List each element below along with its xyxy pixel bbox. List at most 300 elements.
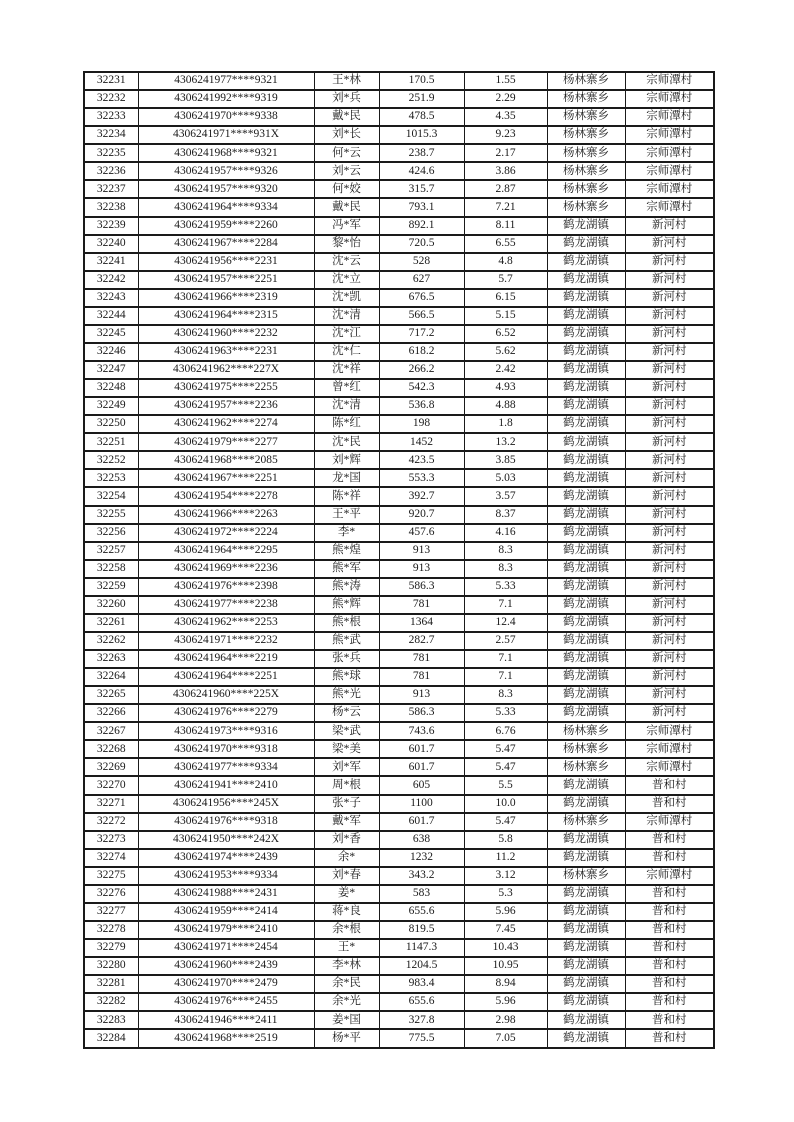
table-cell: 沈*云	[314, 253, 379, 271]
table-cell: 新河村	[625, 361, 714, 379]
table-row	[84, 379, 714, 397]
table-cell: 781	[379, 596, 464, 614]
table-cell: 8.94	[464, 975, 547, 993]
table-cell: 8.11	[464, 217, 547, 235]
table-cell: 张*兵	[314, 650, 379, 668]
table-cell: 4306241976****2455	[138, 993, 314, 1011]
table-cell: 2.87	[464, 180, 547, 198]
table-cell: 新河村	[625, 596, 714, 614]
table-cell: 鹤龙湖镇	[547, 831, 625, 849]
table-cell: 普和村	[625, 903, 714, 921]
table-cell: 沈*清	[314, 307, 379, 325]
table-cell: 熊*涛	[314, 578, 379, 596]
table-cell: 4306241979****2277	[138, 433, 314, 451]
table-cell: 张*子	[314, 795, 379, 813]
table-cell: 鹤龙湖镇	[547, 433, 625, 451]
table-cell: 11.2	[464, 849, 547, 867]
table-row	[84, 433, 714, 451]
table-cell: 5.96	[464, 903, 547, 921]
table-row	[84, 650, 714, 668]
table-cell: 戴*民	[314, 198, 379, 216]
table-cell: 4306241959****2260	[138, 217, 314, 235]
table-cell: 宗师潭村	[625, 740, 714, 758]
table-cell: 32265	[84, 686, 138, 704]
table-cell: 170.5	[379, 72, 464, 90]
table-row	[84, 325, 714, 343]
table-cell: 沈*祥	[314, 361, 379, 379]
table-cell: 新河村	[625, 542, 714, 560]
table-cell: 32234	[84, 126, 138, 144]
table-cell: 4306241967****2284	[138, 235, 314, 253]
table-cell: 32253	[84, 469, 138, 487]
table-cell: 鹤龙湖镇	[547, 524, 625, 542]
table-cell: 10.43	[464, 939, 547, 957]
table-cell: 32279	[84, 939, 138, 957]
table-cell: 32244	[84, 307, 138, 325]
table-cell: 杨林寨乡	[547, 72, 625, 90]
table-row	[84, 72, 714, 90]
table-cell: 鹤龙湖镇	[547, 451, 625, 469]
table-cell: 新河村	[625, 614, 714, 632]
table-row	[84, 271, 714, 289]
table-cell: 4306241974****2439	[138, 849, 314, 867]
table-cell: 鹤龙湖镇	[547, 668, 625, 686]
table-cell: 32233	[84, 108, 138, 126]
table-cell: 5.8	[464, 831, 547, 849]
table-cell: 4306241976****9318	[138, 813, 314, 831]
table-cell: 宗师潭村	[625, 758, 714, 776]
table-cell: 新河村	[625, 668, 714, 686]
table-cell: 余*	[314, 849, 379, 867]
table-cell: 鹤龙湖镇	[547, 993, 625, 1011]
table-row	[84, 487, 714, 505]
table-cell: 姜*国	[314, 1011, 379, 1029]
table-cell: 鹤龙湖镇	[547, 469, 625, 487]
table-row	[84, 198, 714, 216]
table-cell: 251.9	[379, 90, 464, 108]
table-cell: 4306241962****227X	[138, 361, 314, 379]
table-cell: 4306241971****931X	[138, 126, 314, 144]
table-cell: 梁*武	[314, 722, 379, 740]
table-cell: 普和村	[625, 831, 714, 849]
table-cell: 4306241957****2251	[138, 271, 314, 289]
table-cell: 宗师潭村	[625, 180, 714, 198]
table-cell: 余*根	[314, 921, 379, 939]
table-cell: 4306241962****2253	[138, 614, 314, 632]
table-cell: 何*云	[314, 144, 379, 162]
table-cell: 32264	[84, 668, 138, 686]
table-cell: 鹤龙湖镇	[547, 415, 625, 433]
table-cell: 4306241977****2238	[138, 596, 314, 614]
table-cell: 鹤龙湖镇	[547, 217, 625, 235]
table-cell: 4306241967****2251	[138, 469, 314, 487]
table-cell: 鹤龙湖镇	[547, 397, 625, 415]
table-row	[84, 885, 714, 903]
table-cell: 1.8	[464, 415, 547, 433]
table-cell: 4306241964****9334	[138, 198, 314, 216]
table-cell: 32255	[84, 506, 138, 524]
table-cell: 4306241946****2411	[138, 1011, 314, 1029]
table-cell: 5.03	[464, 469, 547, 487]
table-cell: 4306241956****245X	[138, 795, 314, 813]
table-cell: 4306241977****9321	[138, 72, 314, 90]
table-cell: 282.7	[379, 632, 464, 650]
table-cell: 32249	[84, 397, 138, 415]
table-row	[84, 903, 714, 921]
table-cell: 7.05	[464, 1029, 547, 1048]
records-table	[83, 71, 715, 1049]
table-cell: 鹤龙湖镇	[547, 596, 625, 614]
table-cell: 4306241957****9326	[138, 162, 314, 180]
table-row	[84, 867, 714, 885]
table-cell: 4306241964****2295	[138, 542, 314, 560]
table-cell: 4306241970****2479	[138, 975, 314, 993]
table-cell: 542.3	[379, 379, 464, 397]
table-row	[84, 126, 714, 144]
table-cell: 梁*美	[314, 740, 379, 758]
records-table-body	[84, 72, 714, 1048]
table-cell: 姜*	[314, 885, 379, 903]
table-cell: 32251	[84, 433, 138, 451]
table-cell: 4.16	[464, 524, 547, 542]
table-cell: 4306241963****2231	[138, 343, 314, 361]
table-cell: 鹤龙湖镇	[547, 289, 625, 307]
table-cell: 4306241970****9338	[138, 108, 314, 126]
table-cell: 戴*民	[314, 108, 379, 126]
table-row	[84, 253, 714, 271]
table-row	[84, 614, 714, 632]
table-cell: 775.5	[379, 1029, 464, 1048]
table-cell: 743.6	[379, 722, 464, 740]
table-cell: 鹤龙湖镇	[547, 542, 625, 560]
table-cell: 1.55	[464, 72, 547, 90]
table-cell: 32277	[84, 903, 138, 921]
table-cell: 王*平	[314, 506, 379, 524]
table-cell: 266.2	[379, 361, 464, 379]
table-cell: 沈*立	[314, 271, 379, 289]
table-cell: 32274	[84, 849, 138, 867]
table-cell: 781	[379, 650, 464, 668]
table-cell: 32284	[84, 1029, 138, 1048]
table-cell: 7.45	[464, 921, 547, 939]
table-row	[84, 542, 714, 560]
table-cell: 913	[379, 542, 464, 560]
table-cell: 熊*辉	[314, 596, 379, 614]
table-cell: 238.7	[379, 144, 464, 162]
table-cell: 宗师潭村	[625, 162, 714, 180]
table-cell: 601.7	[379, 758, 464, 776]
table-cell: 717.2	[379, 325, 464, 343]
table-cell: 新河村	[625, 686, 714, 704]
table-cell: 杨*平	[314, 1029, 379, 1048]
table-cell: 沈*民	[314, 433, 379, 451]
table-cell: 32252	[84, 451, 138, 469]
table-cell: 32261	[84, 614, 138, 632]
table-cell: 32245	[84, 325, 138, 343]
table-row	[84, 578, 714, 596]
table-cell: 32267	[84, 722, 138, 740]
table-cell: 普和村	[625, 975, 714, 993]
table-cell: 4306241976****2398	[138, 578, 314, 596]
table-cell: 4306241988****2431	[138, 885, 314, 903]
table-cell: 6.76	[464, 722, 547, 740]
table-cell: 鹤龙湖镇	[547, 903, 625, 921]
table-cell: 32266	[84, 704, 138, 722]
table-row	[84, 632, 714, 650]
table-cell: 1015.3	[379, 126, 464, 144]
table-cell: 1232	[379, 849, 464, 867]
table-cell: 32238	[84, 198, 138, 216]
table-cell: 618.2	[379, 343, 464, 361]
table-cell: 蒋*良	[314, 903, 379, 921]
table-row	[84, 469, 714, 487]
table-cell: 32237	[84, 180, 138, 198]
table-cell: 新河村	[625, 560, 714, 578]
table-cell: 杨林寨乡	[547, 90, 625, 108]
table-cell: 343.2	[379, 867, 464, 885]
table-cell: 4306241968****9321	[138, 144, 314, 162]
table-cell: 杨林寨乡	[547, 722, 625, 740]
table-cell: 普和村	[625, 776, 714, 794]
table-cell: 鹤龙湖镇	[547, 253, 625, 271]
table-cell: 4.35	[464, 108, 547, 126]
table-cell: 32270	[84, 776, 138, 794]
table-cell: 627	[379, 271, 464, 289]
table-cell: 新河村	[625, 451, 714, 469]
table-cell: 32262	[84, 632, 138, 650]
table-cell: 528	[379, 253, 464, 271]
table-cell: 4306241972****2224	[138, 524, 314, 542]
table-cell: 杨林寨乡	[547, 813, 625, 831]
table-cell: 601.7	[379, 740, 464, 758]
table-row	[84, 993, 714, 1011]
table-cell: 5.3	[464, 885, 547, 903]
table-cell: 新河村	[625, 506, 714, 524]
table-cell: 586.3	[379, 578, 464, 596]
table-cell: 32259	[84, 578, 138, 596]
table-cell: 6.15	[464, 289, 547, 307]
table-cell: 5.96	[464, 993, 547, 1011]
table-cell: 鹤龙湖镇	[547, 650, 625, 668]
table-cell: 3.12	[464, 867, 547, 885]
table-cell: 3.86	[464, 162, 547, 180]
table-cell: 宗师潭村	[625, 813, 714, 831]
table-cell: 4.8	[464, 253, 547, 271]
table-cell: 5.5	[464, 776, 547, 794]
table-row	[84, 90, 714, 108]
table-cell: 1147.3	[379, 939, 464, 957]
table-cell: 普和村	[625, 921, 714, 939]
table-row	[84, 361, 714, 379]
table-cell: 983.4	[379, 975, 464, 993]
table-cell: 4306241992****9319	[138, 90, 314, 108]
table-row	[84, 180, 714, 198]
table-cell: 王*林	[314, 72, 379, 90]
table-row	[84, 957, 714, 975]
table-cell: 4306241964****2219	[138, 650, 314, 668]
table-cell: 新河村	[625, 487, 714, 505]
table-cell: 杨林寨乡	[547, 162, 625, 180]
table-cell: 4306241977****9334	[138, 758, 314, 776]
table-cell: 7.1	[464, 668, 547, 686]
table-cell: 熊*光	[314, 686, 379, 704]
table-cell: 32257	[84, 542, 138, 560]
table-cell: 315.7	[379, 180, 464, 198]
table-cell: 32240	[84, 235, 138, 253]
table-cell: 4.93	[464, 379, 547, 397]
table-cell: 32263	[84, 650, 138, 668]
table-cell: 32236	[84, 162, 138, 180]
table-cell: 4306241957****2236	[138, 397, 314, 415]
table-row	[84, 506, 714, 524]
table-cell: 熊*军	[314, 560, 379, 578]
table-cell: 819.5	[379, 921, 464, 939]
table-cell: 鹤龙湖镇	[547, 1011, 625, 1029]
table-cell: 781	[379, 668, 464, 686]
table-cell: 鹤龙湖镇	[547, 795, 625, 813]
table-cell: 32280	[84, 957, 138, 975]
table-cell: 杨林寨乡	[547, 740, 625, 758]
table-cell: 新河村	[625, 307, 714, 325]
table-cell: 2.42	[464, 361, 547, 379]
table-cell: 鹤龙湖镇	[547, 614, 625, 632]
table-row	[84, 939, 714, 957]
table-cell: 鹤龙湖镇	[547, 560, 625, 578]
table-cell: 新河村	[625, 379, 714, 397]
table-cell: 余*光	[314, 993, 379, 1011]
table-cell: 10.0	[464, 795, 547, 813]
table-cell: 宗师潭村	[625, 108, 714, 126]
table-cell: 普和村	[625, 1011, 714, 1029]
table-cell: 杨林寨乡	[547, 144, 625, 162]
table-row	[84, 722, 714, 740]
table-cell: 4306241956****2231	[138, 253, 314, 271]
table-cell: 32258	[84, 560, 138, 578]
table-cell: 913	[379, 560, 464, 578]
table-cell: 720.5	[379, 235, 464, 253]
table-cell: 新河村	[625, 325, 714, 343]
table-cell: 327.8	[379, 1011, 464, 1029]
table-cell: 戴*军	[314, 813, 379, 831]
table-cell: 鹤龙湖镇	[547, 578, 625, 596]
table-cell: 5.33	[464, 704, 547, 722]
table-cell: 1452	[379, 433, 464, 451]
table-cell: 新河村	[625, 217, 714, 235]
table-cell: 5.15	[464, 307, 547, 325]
table-cell: 676.5	[379, 289, 464, 307]
table-cell: 刘*春	[314, 867, 379, 885]
table-cell: 陈*红	[314, 415, 379, 433]
table-cell: 7.1	[464, 596, 547, 614]
table-cell: 4306241969****2236	[138, 560, 314, 578]
table-cell: 刘*军	[314, 758, 379, 776]
table-cell: 7.1	[464, 650, 547, 668]
table-cell: 32276	[84, 885, 138, 903]
table-cell: 4306241968****2085	[138, 451, 314, 469]
table-cell: 鹤龙湖镇	[547, 379, 625, 397]
table-cell: 鹤龙湖镇	[547, 271, 625, 289]
table-cell: 4306241959****2414	[138, 903, 314, 921]
table-cell: 32278	[84, 921, 138, 939]
table-cell: 8.3	[464, 686, 547, 704]
table-cell: 5.47	[464, 740, 547, 758]
table-cell: 沈*仁	[314, 343, 379, 361]
table-cell: 鹤龙湖镇	[547, 686, 625, 704]
table-cell: 10.95	[464, 957, 547, 975]
table-cell: 李*林	[314, 957, 379, 975]
table-row	[84, 451, 714, 469]
table-row	[84, 813, 714, 831]
table-cell: 536.8	[379, 397, 464, 415]
table-cell: 32247	[84, 361, 138, 379]
table-cell: 新河村	[625, 343, 714, 361]
table-row	[84, 1011, 714, 1029]
table-cell: 龙*国	[314, 469, 379, 487]
table-cell: 32243	[84, 289, 138, 307]
table-cell: 鹤龙湖镇	[547, 632, 625, 650]
table-cell: 32232	[84, 90, 138, 108]
table-cell: 32268	[84, 740, 138, 758]
table-cell: 566.5	[379, 307, 464, 325]
table-cell: 鹤龙湖镇	[547, 776, 625, 794]
table-row	[84, 217, 714, 235]
table-cell: 新河村	[625, 469, 714, 487]
table-cell: 655.6	[379, 903, 464, 921]
table-cell: 2.17	[464, 144, 547, 162]
table-row	[84, 921, 714, 939]
table-cell: 冯*军	[314, 217, 379, 235]
table-cell: 杨林寨乡	[547, 867, 625, 885]
table-cell: 4306241950****242X	[138, 831, 314, 849]
table-cell: 5.33	[464, 578, 547, 596]
table-cell: 32239	[84, 217, 138, 235]
table-cell: 605	[379, 776, 464, 794]
table-cell: 普和村	[625, 849, 714, 867]
table-cell: 32272	[84, 813, 138, 831]
table-cell: 刘*辉	[314, 451, 379, 469]
table-cell: 2.29	[464, 90, 547, 108]
table-cell: 198	[379, 415, 464, 433]
table-row	[84, 849, 714, 867]
table-cell: 32281	[84, 975, 138, 993]
table-cell: 9.23	[464, 126, 547, 144]
table-cell: 5.7	[464, 271, 547, 289]
table-cell: 2.98	[464, 1011, 547, 1029]
table-cell: 鹤龙湖镇	[547, 939, 625, 957]
table-cell: 李*	[314, 524, 379, 542]
table-cell: 4306241971****2232	[138, 632, 314, 650]
table-cell: 刘*云	[314, 162, 379, 180]
table-row	[84, 307, 714, 325]
table-cell: 3.85	[464, 451, 547, 469]
table-cell: 宗师潭村	[625, 867, 714, 885]
table-cell: 4306241954****2278	[138, 487, 314, 505]
table-cell: 黎*怡	[314, 235, 379, 253]
table-row	[84, 596, 714, 614]
table-cell: 新河村	[625, 253, 714, 271]
table-cell: 鹤龙湖镇	[547, 506, 625, 524]
table-cell: 4306241962****2274	[138, 415, 314, 433]
table-cell: 普和村	[625, 993, 714, 1011]
table-cell: 周*根	[314, 776, 379, 794]
table-cell: 刘*兵	[314, 90, 379, 108]
table-cell: 沈*江	[314, 325, 379, 343]
table-cell: 32283	[84, 1011, 138, 1029]
table-cell: 杨林寨乡	[547, 180, 625, 198]
table-cell: 32275	[84, 867, 138, 885]
table-row	[84, 108, 714, 126]
table-cell: 423.5	[379, 451, 464, 469]
